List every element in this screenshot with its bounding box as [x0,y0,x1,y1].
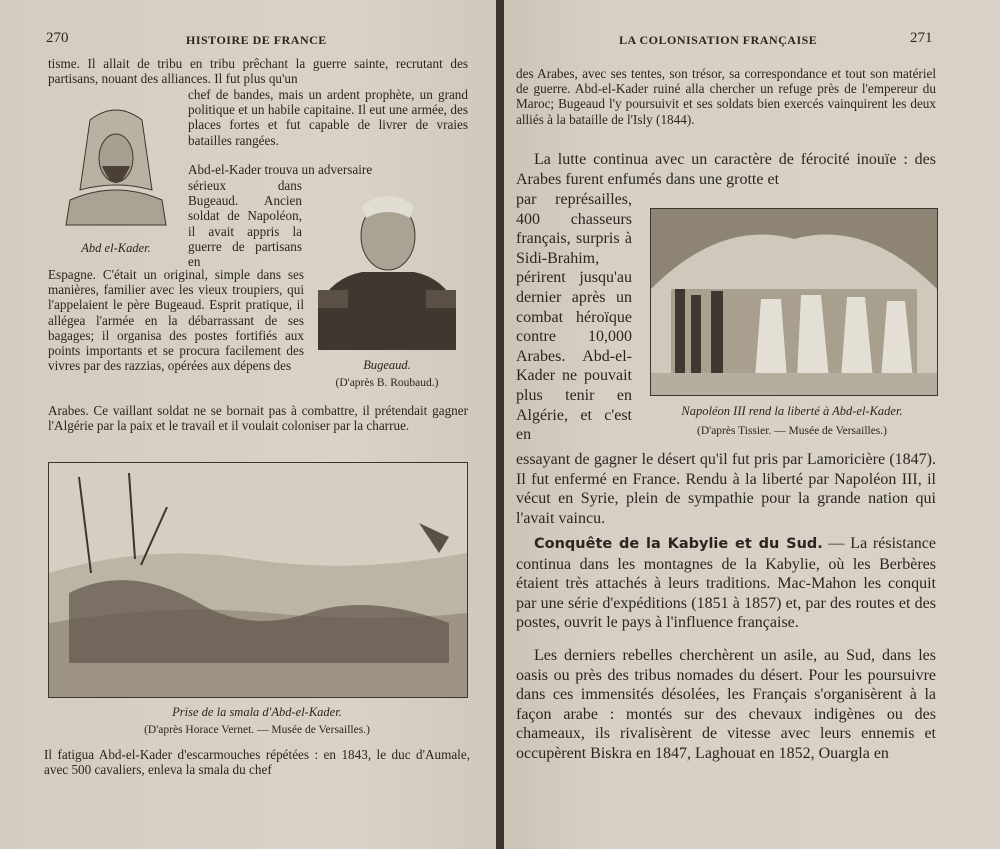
book-gutter [496,0,504,849]
plate-smala [48,462,468,698]
paragraph-r2a: La lutte continua avec un caractère de férocité inouïe : des Arabes furent enfumés dans une grotte et [516,151,936,188]
plate-credit-left: (D'après Horace Vernet. — Musée de Versailles.) [144,724,370,736]
page-number-left: 270 [46,30,69,46]
paragraph-r3-body: — La résistance continua dans les montagnes de la Kabylie, où les Berbères étaient très attachés à leurs traditions. Mac-Mahon les conquit par une série d'expéditions (1851 à 1857) et, par des routes et des postes, ouvrit le pays à l'influence française. [516,535,937,632]
plate-credit-right: (D'après Tissier. — Musée de Versailles.) [697,425,887,437]
running-head-right: LA COLONISATION FRANÇAISE [619,33,818,47]
plate-caption-left: Prise de la smala d'Abd-el-Kader. [172,705,342,719]
section-heading: Conquête de la Kabylie et du Sud. [534,536,823,552]
paragraph-2c: Espagne. C'était un original, simple dans ses manières, familier avec les vieux troupiers, qui l'appelaient le père Bugeaud. Esprit pratique, il allégea l'armée en la débarrassant de ses bagages; il organisa des postes fortifiés aux points importants et se procura facilement des vivres par des razzias, opérées aux dépens des [48,267,304,374]
paragraph-r1: des Arabes, avec ses tentes, son trésor, sa correspondance et tout son matériel de guerre. Abd-el-Kader ruiné alla chercher un refuge près de l'empereur du Maroc; Bugeaud l'y poursuivit et ses soldats bien exercés vainquirent les deux alliés à la bataille de l'Isly (1844). [516,66,936,127]
paragraph-2a: Abd-el-Kader trouva un adversaire [188,162,373,177]
portrait-bugeaud [312,186,462,350]
left-page [0,0,496,849]
paragraph-2d: Arabes. Ce vaillant soldat ne se bornait pas à combattre, il prétendait gagner l'Algérie par la paix et le travail et il voulait coloniser par la charrue. [48,403,468,434]
plate-napoleon [650,208,938,396]
paragraph-r3 [516,534,936,633]
page-number-right: 271 [910,30,933,46]
portrait1-caption: Abd el-Kader. [81,241,151,255]
plate-caption-right: Napoléon III rend la liberté à Abd-el-Kader. [681,404,903,418]
portrait2-credit: (D'après B. Roubaud.) [335,377,439,389]
paragraph-2b: sérieux dans Bugeaud. Ancien soldat de Napoléon, il avait appris la guerre de partisans en [188,178,302,270]
portrait2-caption: Bugeaud. [363,358,411,372]
paragraph-r2c: essayant de gagner le désert qu'il fut pris par Lamoricière (1847). Il fut enfermé en France. Rendu à la liberté par Napoléon III, il vécut en Syrie, plein de sympathie pour la grande nation qui l'avait vaincu. [516,451,936,527]
paragraph-r2b: par représailles, 400 chasseurs français, surpris à Sidi-Brahim, périrent jusqu'au dernier après un combat héroïque contre 10,000 Arabes. Abd-el-Kader ne pouvait plus tenir en Algérie, et c'est en [516,191,632,444]
paragraph-r4: Les derniers rebelles cherchèrent un asile, au Sud, dans les oasis ou près des tribus nomades du désert. Pour les poursuivre dans ces immensités désolées, les Français s'organisèrent à la façon arabe : montés sur des chevaux indigènes ou des chameaux, ils rivalisèrent de vitesse avec leurs ennemis et occupèrent Biskra en 1847, Laghouat en 1852, Ouargla en [516,647,936,762]
portrait-abd-el-kader [60,100,172,230]
running-head-left: HISTOIRE DE FRANCE [186,33,327,47]
right-page [504,0,1000,849]
paragraph-1b: chef de bandes, mais un ardent prophète, un grand politique et un habile capitaine. Il eut une armée, des places fortes et fut capable de livrer de vraies batailles rangées. [188,87,468,148]
paragraph-1a: tisme. Il allait de tribu en tribu prêchant la guerre sainte, recrutant des partisans, nouant des alliances. Il fut plus qu'un [48,56,468,87]
paragraph-3: Il fatigua Abd-el-Kader d'escarmouches répétées : en 1843, le duc d'Aumale, avec 500 cavaliers, enleva la smala du chef [44,747,470,778]
